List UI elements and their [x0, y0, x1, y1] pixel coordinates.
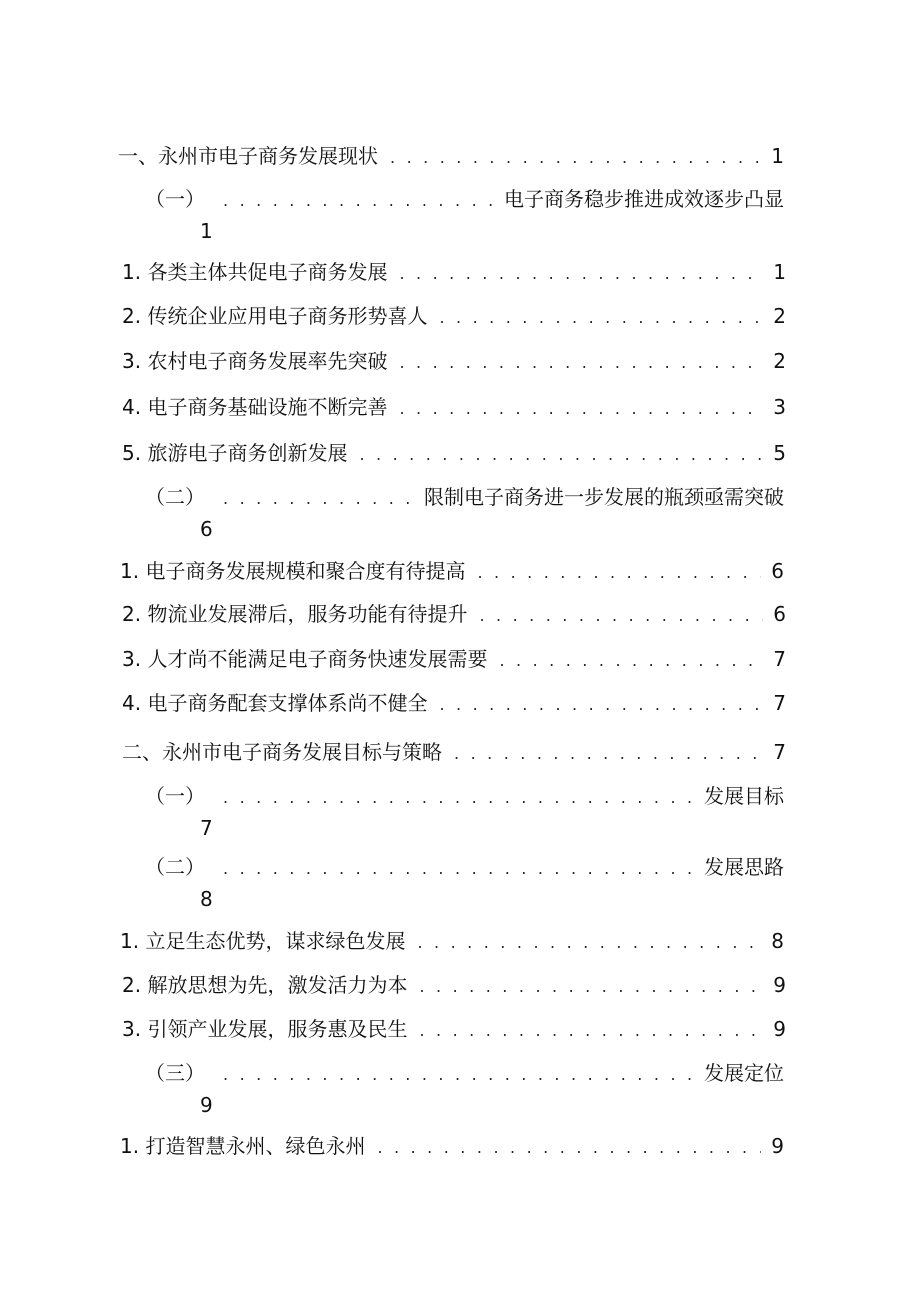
toc-entry-title: 2. 传统企业应用电子商务形势喜人 — [122, 304, 428, 328]
toc-entry-1-1-1[interactable] — [122, 259, 786, 287]
dot-leader — [223, 785, 698, 811]
dot-leader — [223, 188, 498, 214]
toc-entry-1-2-1[interactable] — [120, 558, 784, 586]
toc-entry-2-2-1[interactable] — [120, 928, 784, 956]
toc-entry-1-2[interactable] — [145, 484, 784, 542]
toc-entry-2-1[interactable] — [145, 783, 784, 841]
toc-entry-2-3-1[interactable] — [120, 1133, 784, 1161]
dot-leader — [399, 350, 763, 376]
toc-entry-page: 3 — [773, 395, 786, 419]
toc-entry-label: （一） — [145, 784, 205, 808]
toc-entry-page: 8 — [771, 929, 784, 953]
toc-entry-2-2[interactable] — [145, 854, 784, 912]
toc-entry-label: （三） — [145, 1061, 205, 1085]
toc-entry-page: 5 — [773, 441, 786, 465]
dot-leader — [223, 856, 698, 882]
toc-entry-page: 9 — [200, 1093, 213, 1117]
dot-leader — [417, 930, 761, 956]
toc-entry-title: 1. 电子商务发展规模和聚合度有待提高 — [120, 559, 466, 583]
toc-entry-page: 6 — [773, 602, 786, 626]
toc-entry-page: 7 — [200, 816, 213, 840]
dot-leader — [477, 560, 761, 586]
toc-entry-page: 6 — [200, 517, 213, 541]
toc-entry-title: 一、永州市电子商务发展现状 — [118, 144, 378, 168]
toc-entry-1-1-4[interactable] — [122, 394, 786, 422]
toc-entry-1-2-3[interactable] — [122, 646, 786, 674]
toc-entry-1-1[interactable] — [145, 186, 784, 244]
toc-entry-title: 限制电子商务进一步发展的瓶颈亟需突破 — [424, 485, 784, 509]
toc-entry-page: 2 — [773, 349, 786, 373]
toc-entry-title: 4. 电子商务基础设施不断完善 — [122, 395, 388, 419]
toc-entry-title: 发展目标 — [704, 784, 784, 808]
toc-entry-label: （二） — [145, 855, 205, 879]
toc-entry-title: 二、永州市电子商务发展目标与策略 — [122, 740, 442, 764]
toc-entry-page: 8 — [200, 887, 213, 911]
toc-entry-title: 1. 打造智慧永州、绿色永州 — [120, 1134, 366, 1158]
toc-entry-page: 7 — [773, 740, 786, 764]
dot-leader — [399, 396, 763, 422]
toc-entry-label: （一） — [145, 187, 205, 211]
toc-entry-title: 3. 引领产业发展，服务惠及民生 — [122, 1017, 408, 1041]
toc-entry-title: 5. 旅游电子商务创新发展 — [122, 441, 348, 465]
dot-leader — [439, 692, 763, 718]
toc-entry-title: 4. 电子商务配套支撑体系尚不健全 — [122, 691, 428, 715]
dot-leader — [499, 648, 763, 674]
toc-entry-2-2-3[interactable] — [122, 1016, 786, 1044]
toc-entry-title: 3. 人才尚不能满足电子商务快速发展需要 — [122, 647, 488, 671]
toc-entry-page: 1 — [771, 144, 784, 168]
toc-entry-1-1-3[interactable] — [122, 348, 786, 376]
toc-entry-page: 9 — [771, 1134, 784, 1158]
toc-entry-page: 9 — [773, 1017, 786, 1041]
dot-leader — [479, 603, 763, 629]
toc-entry-title: 发展定位 — [704, 1061, 784, 1085]
toc-entry-page: 6 — [771, 559, 784, 583]
dot-leader — [223, 486, 418, 512]
toc-entry-page: 7 — [773, 691, 786, 715]
toc-entry-page: 1 — [773, 260, 786, 284]
toc-entry-title: 发展思路 — [704, 855, 784, 879]
toc-entry-label: （二） — [145, 485, 205, 509]
dot-leader — [399, 261, 763, 287]
toc-entry-title: 2. 物流业发展滞后，服务功能有待提升 — [122, 602, 468, 626]
toc-entry-1-1-2[interactable] — [122, 303, 786, 331]
dot-leader — [454, 741, 763, 767]
toc-entry-1-2-4[interactable] — [122, 690, 786, 718]
dot-leader — [419, 1018, 763, 1044]
dot-leader — [359, 442, 763, 468]
dot-leader — [390, 145, 761, 171]
dot-leader — [439, 305, 763, 331]
dot-leader — [377, 1135, 761, 1161]
toc-entry-2-2-2[interactable] — [122, 972, 786, 1000]
toc-entry-page: 1 — [200, 219, 213, 243]
toc-entry-2-3[interactable] — [145, 1060, 784, 1118]
toc-entry-title: 1. 各类主体共促电子商务发展 — [122, 260, 388, 284]
toc-entry-page: 7 — [773, 647, 786, 671]
toc-entry-page: 2 — [773, 304, 786, 328]
toc-entry-title: 1. 立足生态优势，谋求绿色发展 — [120, 929, 406, 953]
toc-entry-1-1-5[interactable] — [122, 440, 786, 468]
toc-entry-page: 9 — [773, 973, 786, 997]
toc-entry-title: 2. 解放思想为先，激发活力为本 — [122, 973, 408, 997]
toc-entry-1-2-2[interactable] — [122, 601, 786, 629]
dot-leader — [223, 1062, 698, 1088]
dot-leader — [419, 974, 763, 1000]
toc-entry-2[interactable] — [122, 739, 786, 767]
toc-entry-title: 3. 农村电子商务发展率先突破 — [122, 349, 388, 373]
toc-entry-title: 电子商务稳步推进成效逐步凸显 — [504, 187, 784, 211]
toc-entry-1[interactable] — [118, 143, 784, 171]
